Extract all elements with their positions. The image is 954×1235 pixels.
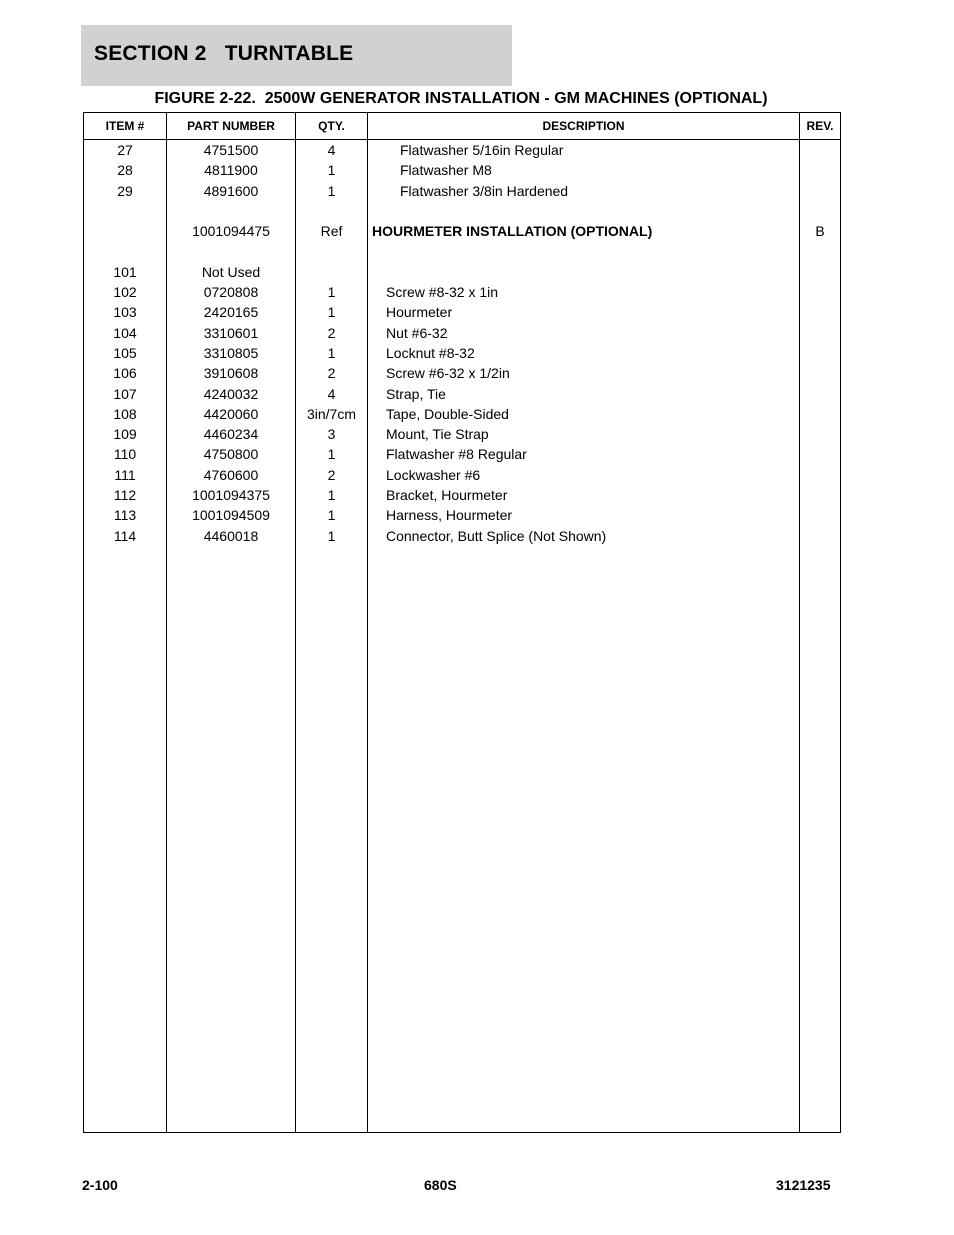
description-cell: Strap, Tie bbox=[386, 385, 446, 402]
quantity-cell: 1 bbox=[327, 487, 336, 504]
part-number-cell: 4751500 bbox=[203, 142, 259, 158]
part-number-cell: 4811900 bbox=[204, 162, 258, 179]
description-cell: Flatwasher #8 Regular bbox=[386, 446, 527, 463]
part-number-cell: 3310805 bbox=[203, 344, 259, 361]
part-number-cell: 4760600 bbox=[203, 466, 259, 483]
quantity-cell: 2 bbox=[327, 324, 336, 341]
part-number-cell: 3910608 bbox=[203, 365, 259, 382]
table-row bbox=[84, 343, 840, 363]
document-number: 3121235 bbox=[776, 1177, 831, 1193]
part-number-cell: Not Used bbox=[201, 263, 261, 280]
part-number-cell: 4420060 bbox=[203, 405, 259, 422]
section-title: SECTION 2 TURNTABLE bbox=[94, 42, 354, 65]
item-number-cell: 27 bbox=[117, 142, 133, 158]
description-cell: Locknut #8-32 bbox=[386, 344, 475, 361]
quantity-cell: 1 bbox=[327, 162, 336, 179]
quantity-cell: 1 bbox=[327, 304, 336, 321]
item-number-cell: 108 bbox=[113, 405, 137, 422]
quantity-cell: 2 bbox=[327, 365, 336, 382]
quantity-cell: 2 bbox=[327, 466, 336, 483]
part-number-cell: 4460234 bbox=[203, 426, 259, 443]
item-number-cell: 111 bbox=[114, 466, 136, 483]
table-row bbox=[84, 526, 840, 546]
table-row bbox=[84, 282, 840, 302]
revision-cell: B bbox=[815, 223, 825, 240]
description-cell: Connector, Butt Splice (Not Shown) bbox=[386, 527, 607, 544]
column-header-part-number: PART NUMBER bbox=[187, 119, 275, 133]
part-number-cell: 1001094509 bbox=[192, 507, 270, 524]
part-number-cell: 3310601 bbox=[203, 324, 259, 341]
description-cell: Hourmeter bbox=[386, 304, 453, 321]
quantity-cell: 1 bbox=[327, 284, 336, 301]
description-cell: Flatwasher M8 bbox=[400, 162, 492, 179]
table-row bbox=[84, 444, 840, 464]
table-row bbox=[84, 302, 840, 322]
table-row bbox=[84, 424, 840, 444]
item-number-cell: 110 bbox=[113, 446, 137, 463]
item-number-cell: 114 bbox=[113, 527, 137, 544]
part-number-cell: 2420165 bbox=[203, 304, 259, 321]
item-number-cell: 107 bbox=[113, 385, 137, 402]
table-row bbox=[84, 262, 840, 282]
quantity-cell: 1 bbox=[327, 344, 336, 361]
parts-table bbox=[83, 112, 841, 1133]
quantity-cell: 3in/7cm bbox=[306, 405, 357, 422]
quantity-cell: 1 bbox=[327, 507, 336, 524]
part-number-cell: 1001094375 bbox=[192, 487, 270, 504]
part-number-cell: 0720808 bbox=[203, 284, 259, 301]
quantity-cell: Ref bbox=[320, 223, 343, 240]
description-cell: Flatwasher 3/8in Hardened bbox=[400, 182, 569, 199]
description-cell: Flatwasher 5/16in Regular bbox=[400, 142, 564, 158]
model-number: 680S bbox=[424, 1177, 457, 1193]
part-number-cell: 1001094475 bbox=[192, 223, 270, 240]
page-number: 2-100 bbox=[82, 1177, 118, 1193]
description-cell: Screw #6-32 x 1/2in bbox=[386, 365, 510, 382]
column-header-description: DESCRIPTION bbox=[542, 119, 625, 133]
item-number-cell: 113 bbox=[113, 507, 137, 524]
section-header-box bbox=[81, 25, 512, 86]
description-cell: Screw #8-32 x 1in bbox=[386, 284, 499, 301]
table-row bbox=[84, 363, 840, 383]
table-row bbox=[84, 323, 840, 343]
table-row bbox=[84, 160, 840, 180]
quantity-cell: 1 bbox=[327, 182, 336, 199]
table-body bbox=[84, 140, 840, 546]
item-number-cell: 101 bbox=[113, 263, 137, 280]
item-number-cell: 102 bbox=[113, 284, 137, 301]
quantity-cell: 1 bbox=[327, 446, 336, 463]
item-number-cell: 28 bbox=[117, 162, 133, 179]
item-number-cell: 112 bbox=[113, 487, 137, 504]
part-number-cell: 4891600 bbox=[203, 182, 259, 199]
item-number-cell: 104 bbox=[113, 324, 137, 341]
description-cell: Bracket, Hourmeter bbox=[386, 487, 508, 504]
part-number-cell: 4240032 bbox=[203, 385, 259, 402]
table-spacer-row bbox=[84, 241, 840, 261]
table-row bbox=[84, 181, 840, 201]
item-number-cell: 103 bbox=[113, 304, 137, 321]
item-number-cell: 106 bbox=[113, 365, 137, 382]
table-row bbox=[84, 404, 840, 424]
description-cell: Mount, Tie Strap bbox=[386, 426, 489, 443]
quantity-cell: 1 bbox=[327, 527, 336, 544]
table-row bbox=[84, 384, 840, 404]
table-row bbox=[84, 221, 840, 241]
quantity-cell: 3 bbox=[327, 426, 336, 443]
part-number-cell: 4460018 bbox=[203, 527, 259, 544]
table-spacer-row bbox=[84, 201, 840, 221]
column-header-rev: REV. bbox=[806, 119, 834, 133]
table-row bbox=[84, 505, 840, 525]
column-header-qty: QTY. bbox=[318, 119, 345, 133]
item-number-cell: 109 bbox=[113, 426, 137, 443]
description-cell: Tape, Double-Sided bbox=[386, 405, 509, 422]
item-number-cell: 29 bbox=[117, 182, 133, 199]
quantity-cell: 4 bbox=[327, 385, 336, 402]
description-cell: HOURMETER INSTALLATION (OPTIONAL) bbox=[372, 223, 653, 240]
description-cell: Nut #6-32 bbox=[386, 324, 448, 341]
quantity-cell: 4 bbox=[327, 142, 336, 158]
figure-title: FIGURE 2-22. 2500W GENERATOR INSTALLATION - GM MACHINES (OPTIONAL) bbox=[154, 90, 768, 107]
table-row bbox=[84, 140, 840, 160]
description-cell: Harness, Hourmeter bbox=[386, 507, 513, 524]
description-cell: Lockwasher #6 bbox=[386, 466, 481, 483]
item-number-cell: 105 bbox=[113, 344, 137, 361]
table-row bbox=[84, 485, 840, 505]
part-number-cell: 4750800 bbox=[203, 446, 259, 463]
table-row bbox=[84, 465, 840, 485]
column-header-item: ITEM # bbox=[105, 119, 145, 133]
